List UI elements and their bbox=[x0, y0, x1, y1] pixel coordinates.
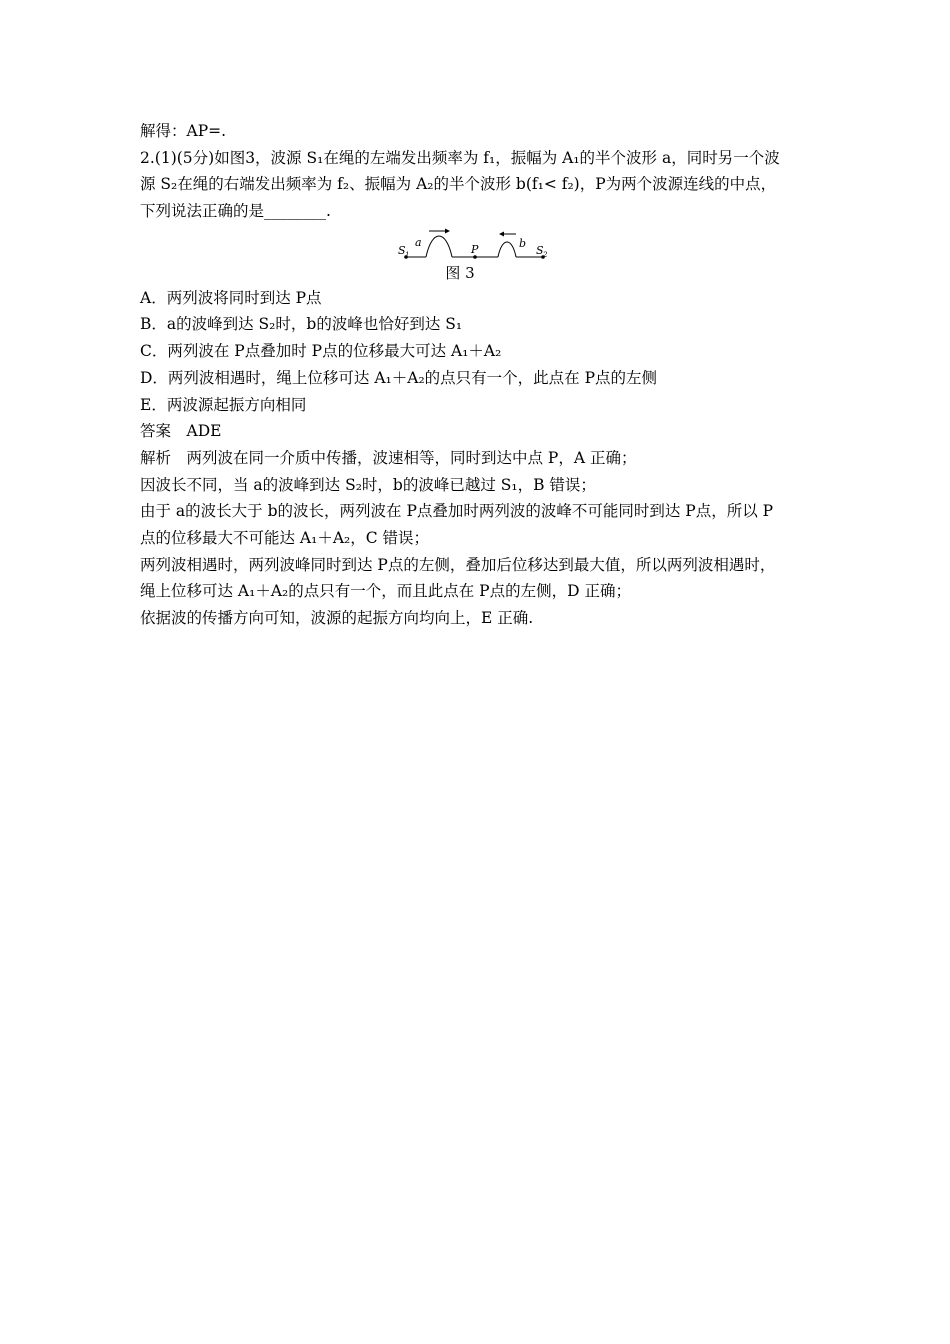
wave-figure bbox=[140, 227, 820, 261]
analysis-line-4: 点的位移最大不可能达 A₁＋A₂，C 错误； bbox=[140, 528, 430, 547]
wave-a-pulse bbox=[426, 236, 452, 257]
arrow-right-head-icon bbox=[445, 228, 450, 233]
analysis-line-6: 绳上位移可达 A₁＋A₂的点只有一个，而且此点在 P点的左侧，D 正确； bbox=[140, 582, 631, 601]
label-a: a bbox=[415, 235, 422, 249]
label-s2: S bbox=[536, 243, 544, 257]
analysis-line-5: 两列波相遇时，两列波峰同时到达 P点的左侧，叠加后位移达到最大值，所以两列波相遇时， bbox=[140, 555, 776, 574]
analysis-line-2: 因波长不同，当 a的波峰到达 S₂时，b的波峰已越过 S₁，B 错误； bbox=[140, 475, 596, 494]
label-b: b bbox=[519, 236, 527, 250]
analysis-line-3: 由于 a的波长大于 b的波长，两列波在 P点叠加时两列波的波峰不可能同时到达 P点，所以 P bbox=[140, 502, 774, 521]
option-c: C．两列波在 P点叠加时 P点的位移最大可达 A₁＋A₂ bbox=[140, 342, 502, 361]
question-line-2: 源 S₂在绳的右端发出频率为 f₂、振幅为 A₂的半个波形 b(f₁< f₂)，P为两个波源连线的中点， bbox=[140, 175, 777, 194]
solution-result-line: 解得：AP=. bbox=[140, 122, 227, 140]
label-s1: S bbox=[398, 243, 406, 257]
option-a: A．两列波将同时到达 P点 bbox=[140, 288, 322, 307]
arrow-left-head-icon bbox=[499, 231, 504, 236]
option-e: E．两波源起振方向相同 bbox=[140, 395, 307, 414]
question-line-1: 2.(1)(5分)如图3，波源 S₁在绳的左端发出频率为 f₁，振幅为 A₁的半个波形 a，同时另一个波 bbox=[140, 148, 780, 167]
analysis-line-7: 依据波的传播方向可知，波源的起振方向均向上，E 正确. bbox=[140, 609, 534, 627]
option-b: B．a的波峰到达 S₂时，b的波峰也恰好到达 S₁ bbox=[140, 315, 463, 334]
question-line-3: 下列说法正确的是________. bbox=[140, 202, 331, 221]
wave-b-pulse bbox=[498, 242, 516, 257]
wave-diagram bbox=[395, 227, 555, 263]
option-d: D．两列波相遇时，绳上位移可达 A₁＋A₂的点只有一个，此点在 P点的左侧 bbox=[140, 368, 658, 387]
label-p: P bbox=[471, 242, 479, 256]
label-s1-sub: 1 bbox=[405, 250, 410, 259]
document-body bbox=[140, 118, 820, 632]
analysis-line-1: 解析 两列波在同一介质中传播，波速相等，同时到达中点 P，A 正确； bbox=[140, 448, 637, 467]
label-s2-sub: 2 bbox=[543, 250, 548, 259]
figure-caption: 图 3 bbox=[445, 263, 475, 282]
answer-line: 答案 ADE bbox=[140, 422, 222, 441]
